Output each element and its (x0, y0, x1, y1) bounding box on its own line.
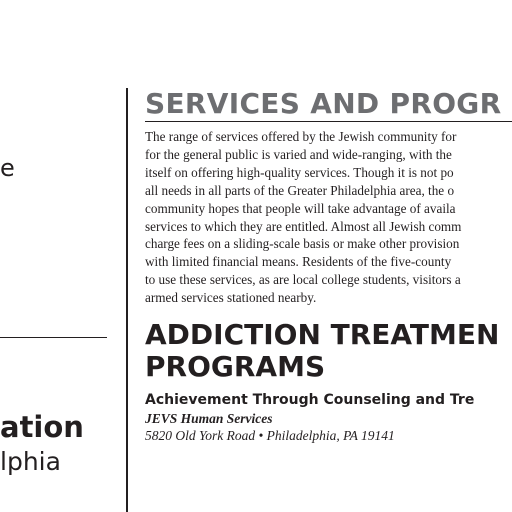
body-line: to use these services, as are local college students, visitors a (145, 272, 461, 288)
left-heading-fragment: ation (0, 410, 84, 444)
body-line: for the general public is varied and wide-ranging, with the (145, 146, 452, 162)
program-name: Achievement Through Counseling and Tre (145, 392, 475, 409)
body-line: community hopes that people will take advantage of availa (145, 200, 456, 216)
body-line: The range of services offered by the Jewish community for (145, 129, 457, 144)
left-text-fragment: e (0, 154, 15, 182)
right-column (145, 88, 512, 512)
left-divider-rule (0, 337, 107, 338)
addiction-heading-line-2: PROGRAMS (145, 350, 326, 384)
body-line: armed services stationed nearby. (145, 290, 317, 306)
services-body (145, 128, 512, 307)
services-heading-rule (145, 121, 512, 122)
services-heading: SERVICES AND PROGR (145, 88, 502, 120)
body-line: all needs in all parts of the Greater Philadelphia area, the o (145, 182, 455, 198)
left-column-fragment (0, 0, 112, 512)
body-line: itself on offering high-quality services. Though it is not po (145, 164, 454, 180)
body-line: charge fees on a sliding-scale basis or make other provision (145, 236, 460, 252)
addiction-heading (145, 319, 512, 383)
program-address: 5820 Old York Road • Philadelphia, PA 19141 (145, 428, 395, 444)
addiction-heading-line-1: ADDICTION TREATMEN (145, 318, 500, 352)
body-line: with limited financial means. Residents of the five-county (145, 254, 452, 270)
program-organization: JEVS Human Services (145, 411, 273, 427)
left-subheading-fragment: lphia (0, 447, 61, 476)
column-divider (126, 88, 128, 512)
body-line: services to which they are entitled. Almost all Jewish comm (145, 218, 462, 234)
